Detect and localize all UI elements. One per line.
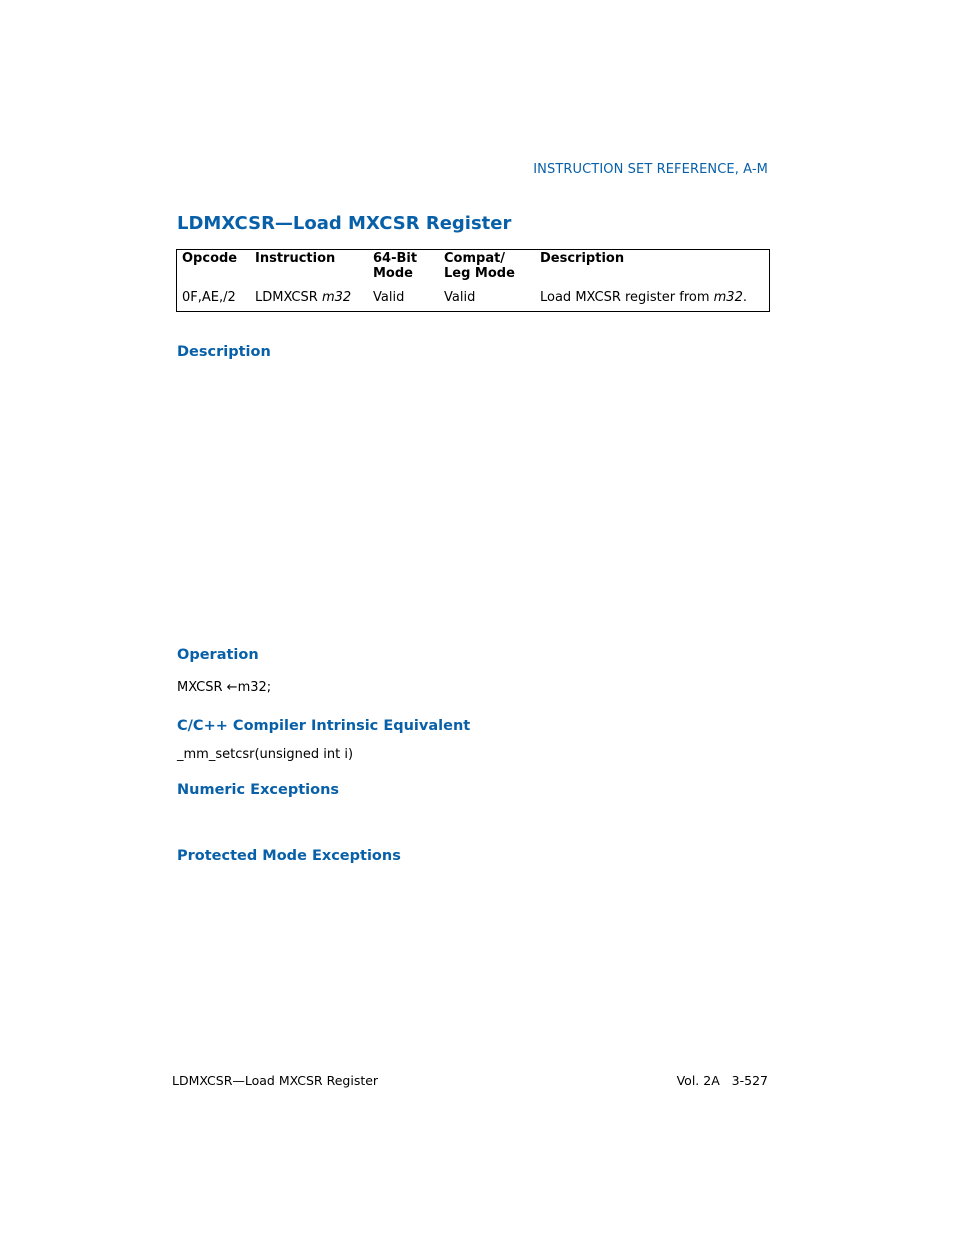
operation-code: MXCSR ←m32; bbox=[177, 680, 272, 695]
opcode-table bbox=[176, 249, 770, 312]
numeric-exceptions-heading: Numeric Exceptions bbox=[177, 782, 340, 798]
header-64bit-line1: 64-Bit bbox=[373, 251, 418, 266]
footer-page-number: Vol. 2A 3-527 bbox=[676, 1073, 768, 1088]
header-description: Description bbox=[540, 251, 625, 266]
header-instruction: Instruction bbox=[255, 251, 336, 266]
header-64bit-mode bbox=[373, 251, 417, 281]
instruction-mnemonic: LDMXCSR bbox=[255, 290, 322, 305]
intrinsic-heading: C/C++ Compiler Intrinsic Equivalent bbox=[177, 718, 471, 734]
cell-opcode: 0F,AE,/2 bbox=[182, 290, 236, 305]
instruction-operand: m32 bbox=[321, 290, 352, 305]
cell-instruction bbox=[255, 290, 351, 305]
description-text: Load MXCSR register from bbox=[540, 290, 714, 305]
operation-heading: Operation bbox=[177, 647, 259, 663]
intrinsic-code: _mm_setcsr(unsigned int i) bbox=[177, 747, 354, 762]
description-operand: m32 bbox=[713, 290, 743, 305]
header-compat-line2: Leg Mode bbox=[444, 266, 515, 281]
header-64bit-line2: Mode bbox=[373, 266, 413, 281]
cell-description bbox=[540, 290, 747, 305]
cell-compat-mode: Valid bbox=[444, 290, 476, 305]
running-header: INSTRUCTION SET REFERENCE, A-M bbox=[533, 162, 768, 177]
header-compat-line1: Compat/ bbox=[444, 251, 506, 266]
protected-mode-exceptions-heading: Protected Mode Exceptions bbox=[177, 848, 401, 864]
header-opcode: Opcode bbox=[182, 251, 238, 266]
cell-64bit-mode: Valid bbox=[373, 290, 405, 305]
footer-title: LDMXCSR—Load MXCSR Register bbox=[172, 1073, 379, 1088]
header-compat-mode bbox=[444, 251, 515, 281]
description-end: . bbox=[742, 290, 747, 305]
description-heading: Description bbox=[177, 344, 271, 360]
page-title: LDMXCSR—Load MXCSR Register bbox=[177, 213, 512, 234]
